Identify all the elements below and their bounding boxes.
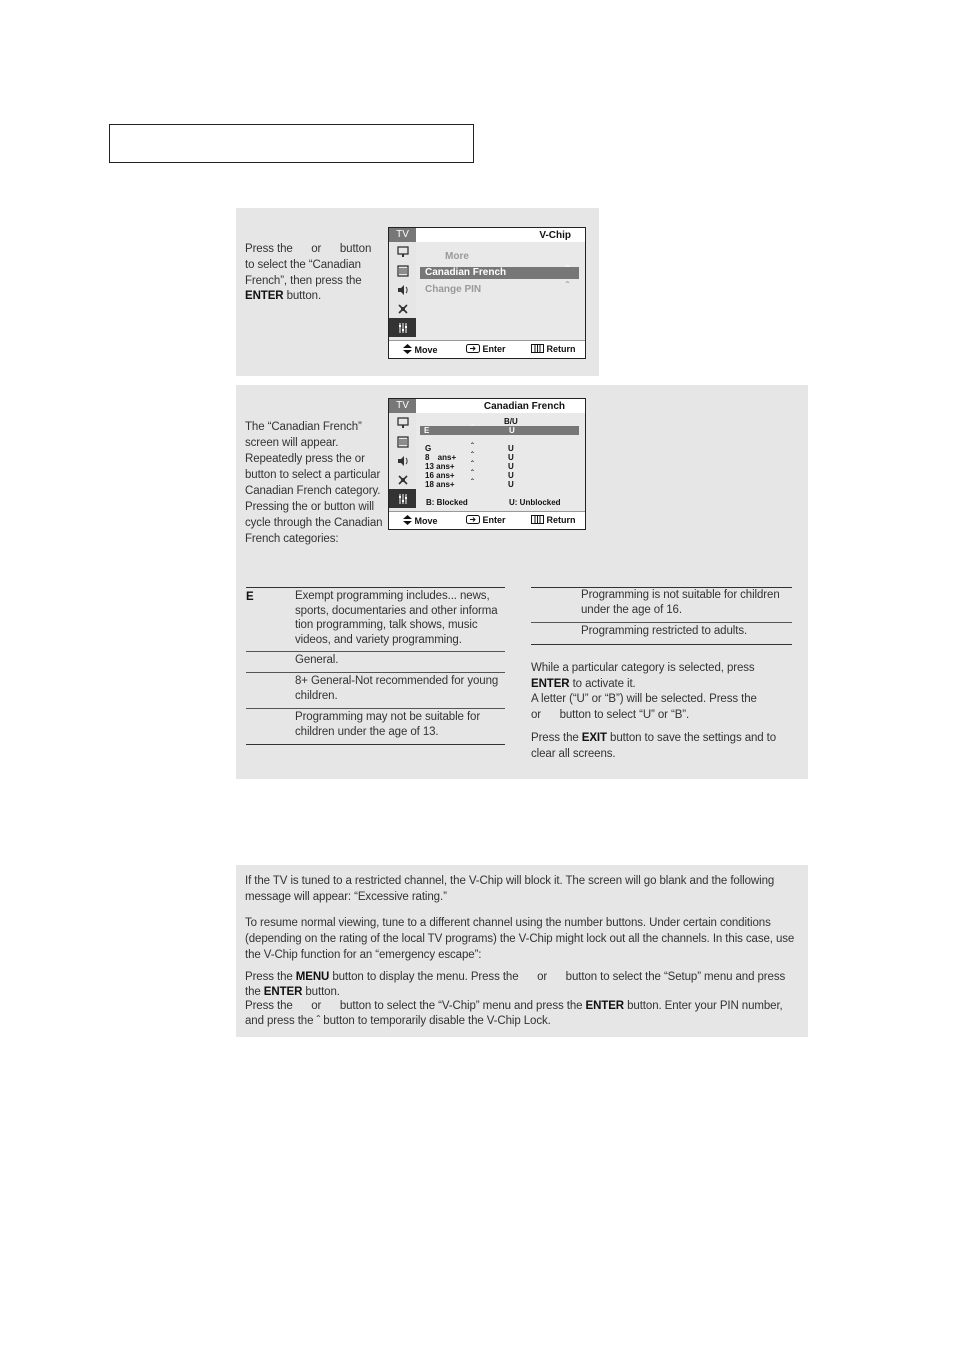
move-icon bbox=[403, 344, 412, 354]
table-rule bbox=[246, 708, 505, 709]
rating-code-e: E bbox=[246, 591, 254, 603]
table-rule bbox=[246, 744, 505, 745]
return-icon bbox=[531, 344, 544, 353]
legend-unblocked: U: Unblocked bbox=[509, 498, 561, 507]
step2-text: The “Canadian French” screen will appear. Repeatedly press the or button to select a particular Canadian French category. Pressing the or button will cycle through the Canadian French categories: bbox=[245, 421, 383, 545]
rating-row-18[interactable]: 18 ans+ ˆ U bbox=[425, 478, 514, 489]
canadian-french-screen bbox=[388, 398, 586, 530]
table-rule bbox=[531, 644, 792, 645]
menu-title: V-Chip bbox=[539, 230, 571, 241]
move-hint: Move bbox=[403, 344, 438, 355]
menu-item-more[interactable]: More bbox=[445, 251, 469, 262]
vchip-menu-screen bbox=[388, 227, 586, 359]
table-rule bbox=[246, 651, 505, 652]
arrow-icon: ˆ bbox=[565, 265, 569, 276]
section-header-box bbox=[109, 124, 474, 163]
note-p2: To resume normal viewing, tune to a different channel using the number buttons. Under certain conditions (depending on the rating of the local TV programs) the V-Chip might lock out all the channels. In this case, use the V-Chip function for an “emergency escape”: bbox=[245, 917, 795, 961]
setup-icon bbox=[389, 299, 416, 318]
osd-footer bbox=[389, 511, 585, 529]
rating-desc-13: Programming may not be suitable for children under the age of 13. bbox=[295, 711, 481, 738]
rating-desc-e: Exempt programming includes... news, sports, documentaries and other informa tion programming, talk shows, music videos, and variety programming. bbox=[295, 590, 498, 646]
return-icon bbox=[531, 515, 544, 524]
table-rule bbox=[531, 622, 792, 623]
picture-icon bbox=[389, 413, 416, 432]
sound-icon bbox=[389, 280, 416, 299]
move-hint: Move bbox=[403, 515, 438, 526]
channel-icon bbox=[389, 432, 416, 451]
osd-main bbox=[416, 228, 585, 341]
enter-hint: Enter bbox=[466, 515, 506, 525]
rating-desc-g: General. bbox=[295, 654, 339, 666]
menu-item-change-pin[interactable]: Change PIN ˆ bbox=[425, 281, 569, 295]
tv-tab: TV bbox=[389, 228, 416, 242]
osd-sidebar bbox=[389, 228, 416, 341]
osd-footer bbox=[389, 340, 585, 358]
bu-column-header: B/U bbox=[504, 417, 518, 426]
function-icon bbox=[389, 318, 416, 337]
table-rule bbox=[246, 587, 505, 588]
function-icon bbox=[389, 489, 416, 508]
sound-icon bbox=[389, 451, 416, 470]
return-hint: Return bbox=[531, 515, 576, 525]
note-p4: Press the or button to select the “V-Chip” menu and press the ENTER button. Enter your PIN number, and press the ˆ button to temporarily disable the V-Chip Lock. bbox=[245, 1000, 783, 1027]
step3-text: While a particular category is selected, press ENTER to activate it. A letter (“U” or “B”) will be selected. Press the or button to select “U” or “B”. bbox=[531, 662, 757, 721]
picture-icon bbox=[389, 242, 416, 261]
rating-row-e[interactable]: E ˆ U bbox=[420, 426, 579, 435]
legend-blocked: B: Blocked bbox=[426, 498, 468, 507]
rating-row-16[interactable]: 16 ans+ ˆ U bbox=[425, 469, 514, 480]
table-rule bbox=[246, 672, 505, 673]
rating-desc-18: Programming restricted to adults. bbox=[581, 625, 748, 637]
return-hint: Return bbox=[531, 344, 576, 354]
enter-icon bbox=[466, 515, 480, 524]
step4-text: Press the EXIT button to save the settings and to clear all screens. bbox=[531, 732, 777, 760]
osd-main bbox=[416, 399, 585, 512]
menu-item-canadian-french[interactable]: Canadian French ˆ bbox=[420, 267, 579, 279]
step1-text: Press the or button to select the “Canadian French”, then press the ENTER button. bbox=[245, 243, 372, 303]
menu-title: Canadian French bbox=[483, 401, 565, 412]
rating-row-g[interactable]: G ˆ U bbox=[425, 442, 514, 453]
enter-hint: Enter bbox=[466, 344, 506, 354]
rating-row-8[interactable]: 8 ans+ ˆ U bbox=[425, 451, 514, 462]
channel-icon bbox=[389, 261, 416, 280]
enter-icon bbox=[466, 344, 480, 353]
move-icon bbox=[403, 515, 412, 525]
rating-row-13[interactable]: 13 ans+ ˆ U bbox=[425, 460, 514, 471]
note-p1: If the TV is tuned to a restricted channel, the V-Chip will block it. The screen will go blank and the following message will appear: “Excessive rating.” bbox=[245, 875, 775, 903]
osd-sidebar bbox=[389, 399, 416, 512]
rating-desc-16: Programming is not suitable for children under the age of 16. bbox=[581, 589, 780, 616]
tv-tab: TV bbox=[389, 399, 416, 413]
rating-desc-8: 8+ General-Not recommended for young children. bbox=[295, 675, 499, 702]
setup-icon bbox=[389, 470, 416, 489]
note-p3: Press the MENU button to display the menu. Press the or button to select the “Setup” menu and press the ENTER button. bbox=[245, 971, 789, 998]
arrow-icon: ˆ bbox=[565, 281, 569, 292]
